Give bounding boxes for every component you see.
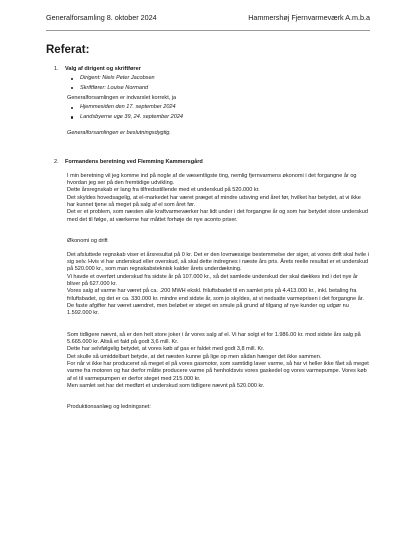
electricity-paragraph: Dette har selvfølgelig betydet, at vores køb af gas er faldet med godt 3,8 mill. Kr. [67,346,265,353]
section-2-body [59,167,370,412]
section-1-body [59,75,370,137]
electricity-paragraph: For når vi ikke har produceret så meget el på vores gasmotor, som samtidig laver varme, så har vi heller ikke fået så meget varme fra motoren og har derfor måtte producere varme på henholdsvis vores gaskedel og vores varmepumpe. Vores køb af el til varmepumpen er derfor steget med 215.000 kr. [67,360,369,382]
intro-paragraph: I min beretning vil jeg komme ind på nogle af de væsentligste ting, nemlig fjernvarmens økonomi i det forgangne år og hvordan jeg ser på den fremtidige udvikling. [67,172,357,187]
section-2-number: 2. [54,159,59,166]
intro-paragraph: Det skyldes hovedsagelig, at el-markedet har været præget af mindre udsving end året før, hvilket har betydet, at vi ikke har kunnet tjene så meget på salg af el som året før. [67,194,361,209]
role-item-dirigent: Dirigent: Niels Peter Jacobsen [67,75,370,82]
document-title: Referat: [46,44,90,56]
economy-paragraph: Vi havde et overført underskud fra sidste år på 107.000 kr., så det samlede underskud der skal dækkes ind i det nye år bliver på 627.000 kr. [67,273,358,287]
section-2 [46,159,370,411]
intro-paragraph: Dette årsregnskab er lang fra tilfredsstillende med et underskud på 520.000 kr. [67,187,260,194]
announcement-list [67,104,370,121]
section-1 [46,66,370,137]
economy-paragraph: Vores salg af varme har været på ca. .200 MWH ekskl. friluftsbadet til en samlet pris på 4.413.000 kr., inkl. betaling fra friluftsbadet, og det er ca. 330.000 kr. mindre end sidste år, som jo skyldes, at vi nedsatte varmeprisen i det forgangne år. [67,288,364,302]
economy-paragraph: De faste afgifter har været uændret, men beløbet er steget en smule på grund af tilgang af nye kunder og udgør nu 1.592.000 kr. [67,302,349,317]
production-heading: Produktionsanlæg og ledningsnet: [67,404,151,411]
section-1-number: 1. [54,66,59,72]
header-right-text: Hammershøj Fjernvarmeværk A.m.b.a [248,13,370,22]
header-divider [46,30,370,31]
role-item-skriftforer: Skriftfører: Louise Normand [67,85,370,92]
section-2-title: Formandens beretning ved Flemming Kammersgård [65,159,203,166]
announcement-item: Landsbyerne uge 39, 24. september 2024 [67,114,370,121]
lawful-text: Generalforsamlingen er indvarslet korrekt, ja [67,95,177,102]
document-body [46,66,370,412]
quorum-text: Generalforsamlingen er beslutningsdygtig. [67,130,171,137]
intro-paragraph: Det er et problem, som næsten alle kraftvarmeværker har lidt under i det forgangne år og som har betydet store underskud med det til følge, at værkerne har måttet forhøje de nye aconto priser. [67,209,368,223]
economy-paragraph: Det afsluttede regnskab viser et årsresultat på 0 kr. Det er den lovmæssige bestemmelse der siger, at vores drift skal hvile i sig selv. Hvis vi har underskud eller overskud, så skal dette indregnes i næste års pris. Årets reelle resultat er et underskud på 520.000 kr., som man regnskabsteknisk kalder årets underdækning. [67,251,369,273]
electricity-paragraph: Det skulle så umiddelbart betyde, at det næsten kunne gå lige op men sådan hænger det ikke sammen. [67,353,322,360]
page-header [46,13,370,22]
electricity-paragraph: Men samlet set har det medført et underskud som tidligere nævnt på 520.000 kr. [67,383,265,389]
economy-heading: Økonomi og drift [67,238,108,245]
announcement-item: Hjemmesiden den 17. september 2024 [67,104,370,111]
header-left-text: Generalforsamling 8. oktober 2024 [46,13,157,22]
role-list [67,75,370,92]
electricity-paragraph: Som tidligere nævnt, så er den helt store joker i år vores salg af el. Vi har solgt el for 1.986.00 kr. mod sidste års salg på 5.665.000 kr. Altså et fald på godt 3,6 mill. Kr. [67,331,361,345]
section-1-title: Valg af dirigent og skriftfører [65,66,141,72]
